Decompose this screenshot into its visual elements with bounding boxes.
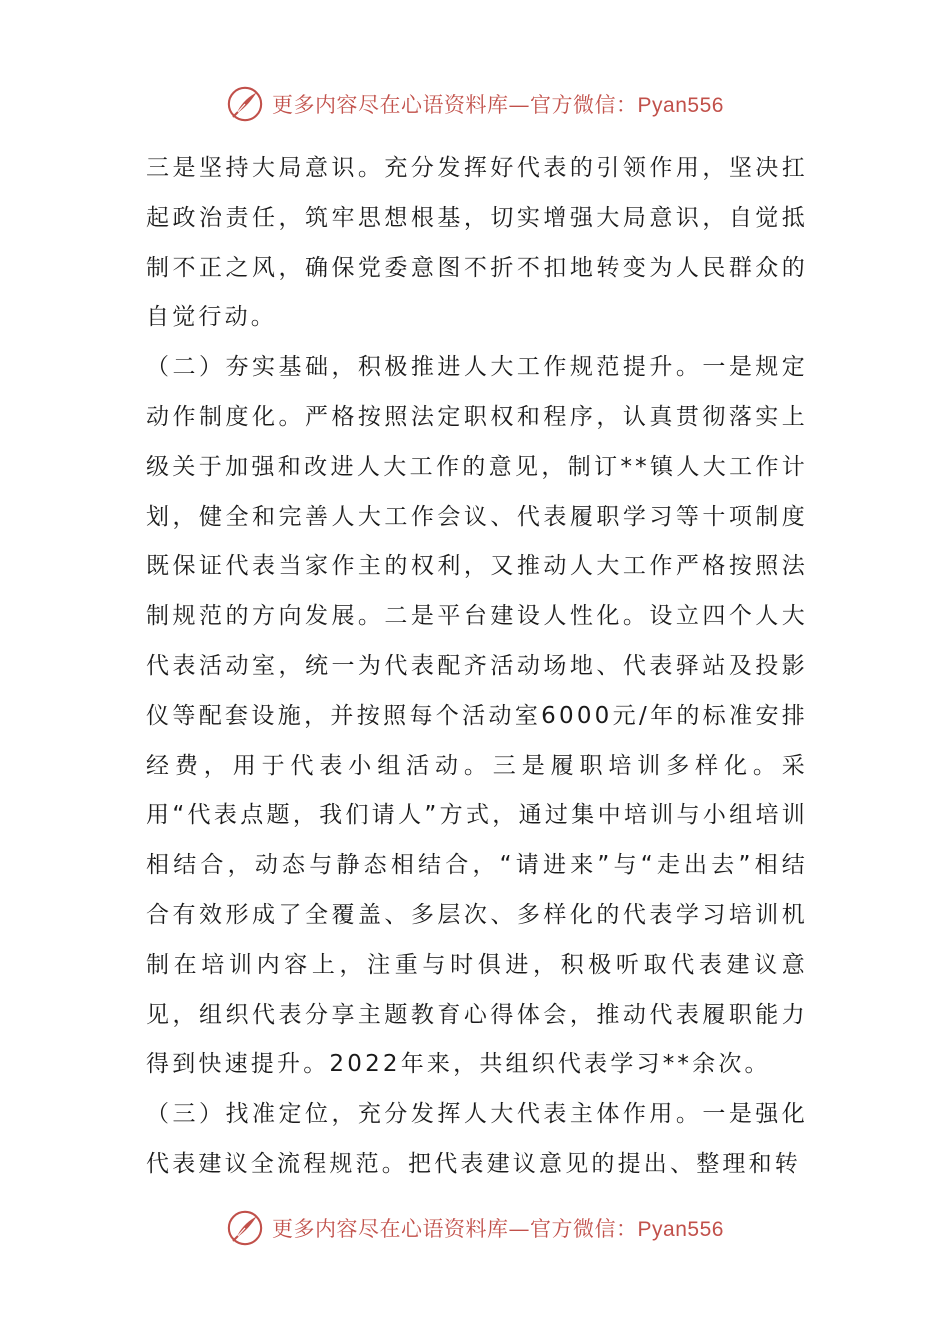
watermark-label: 更多内容尽在心语资料库—官方微信：	[272, 1217, 638, 1241]
watermark-wechat-id: Pyan556	[637, 94, 724, 117]
paragraph-2: （二）夯实基础，积极推进人大工作规范提升。一是规定动作制度化。严格按照法定职权和程序，认真贯彻落实上级关于加强和改进人大工作的意见，制订**镇人大工作计划，健全和完善人大工作会议、代表履职学习等十项制度既保证代表当家作主的权利，又推动人大工作严格按照法制规范的方向发展。二是平台建设人性化。设立四个人大代表活动室，统一为代表配齐活动场地、代表驿站及投影仪等配套设施，并按照每个活动室6000元/年的标准安排经费，用于代表小组活动。三是履职培训多样化。采用“代表点题，我们请人”方式，通过集中培训与小组培训相结合，动态与静态相结合，“请进来”与“走出去”相结合有效形成了全覆盖、多层次、多样化的代表学习培训机制在培训内容上，注重与时俱进，积极听取代表建议意见，组织代表分享主题教育心得体会，推动代表履职能力得到快速提升。2022年来，共组织代表学习**余次。	[146, 354, 808, 1078]
paragraph-1: 三是坚持大局意识。充分发挥好代表的引领作用，坚决扛起政治责任，筑牢思想根基，切实增强大局意识，自觉抵制不正之风，确保党委意图不折不扣地转变为人民群众的自觉行动。	[146, 155, 808, 331]
paragraph-3: （三）找准定位，充分发挥人大代表主体作用。一是强化代表建议全流程规范。把代表建议意见的提出、整理和转	[146, 1101, 808, 1177]
watermark-label: 更多内容尽在心语资料库—官方微信：	[272, 93, 638, 117]
watermark-text	[272, 89, 724, 119]
document-body	[146, 144, 808, 1190]
watermark-text	[272, 1213, 724, 1243]
watermark-wechat-id: Pyan556	[637, 1218, 724, 1241]
quill-logo-icon	[226, 1209, 264, 1247]
header-watermark	[0, 82, 950, 126]
quill-logo-icon	[226, 85, 264, 123]
footer-watermark	[0, 1206, 950, 1250]
